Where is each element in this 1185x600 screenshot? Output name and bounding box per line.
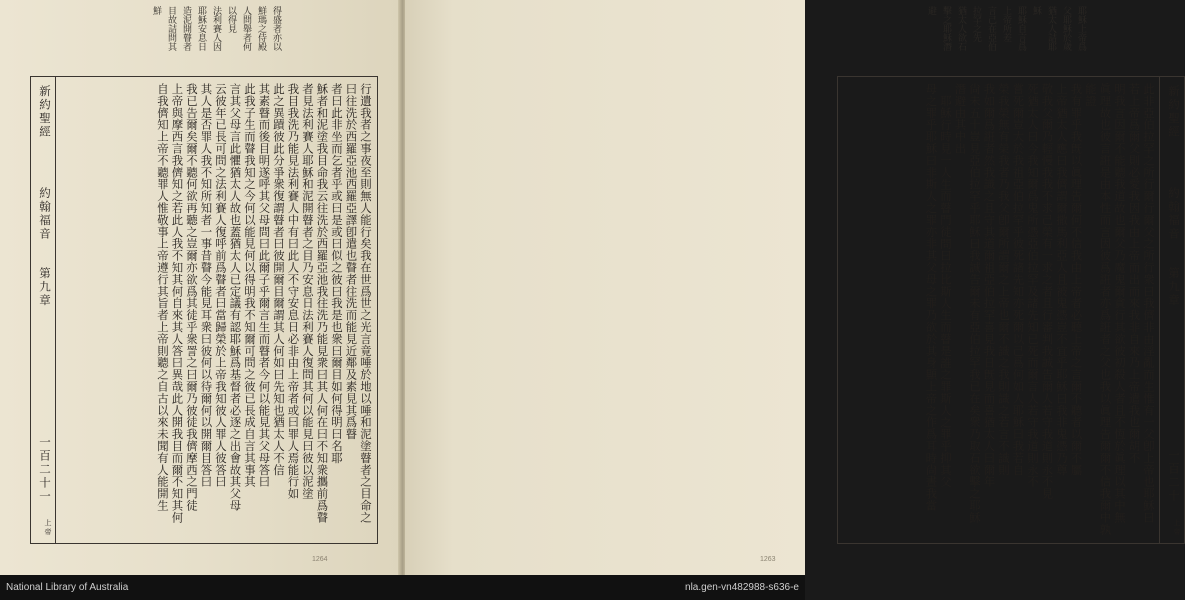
left-body-text (59, 83, 373, 537)
text-column: 此我子生而瞽我知之今何以能見何以得明我不知爾可問之彼已長成自言其事其 (243, 83, 257, 488)
margin-note: 耶穌安息日 (196, 6, 206, 51)
right-margin-notes (925, 6, 1086, 72)
right-text-frame (837, 76, 1185, 544)
left-margin-notes (150, 6, 281, 72)
gospel-title: 約翰福音 (38, 187, 52, 241)
margin-note: 上帝所差 (1001, 6, 1011, 42)
right-page (405, 0, 1181, 575)
page-number: 一百二十 (1167, 449, 1181, 503)
left-text-frame (30, 76, 378, 544)
text-column: 自我儕知上帝不聽罪人惟敬事上帝遵行其旨者上帝則聽之自古以來未聞有人能開生 (156, 83, 170, 512)
text-column: 此之異蹟彼此分爭衆復謂瞽者曰彼開爾目爾謂其人何如曰先知也猶太人不信 (272, 83, 286, 476)
left-title-strip (31, 77, 56, 543)
text-column: 我目我洗乃能見法利賽人中有曰此人不守安息日必非由上帝者或曰罪人焉能行如 (286, 83, 301, 500)
text-column: 云彼年已長可問之法利賽人復呼前爲瞽者曰當歸榮於上帝我知彼人罪人彼答曰 (214, 83, 228, 488)
margin-note: 猶太人欲石 (956, 6, 966, 51)
margin-note: 人問舉者何 (241, 6, 251, 51)
archive-stamp: 1263 (760, 556, 776, 563)
gospel-title: 約翰福音 (1167, 187, 1181, 241)
margin-note: 避 (926, 6, 936, 15)
text-column: 母之罪乎耶穌曰非斯人之罪亦非其父母之罪乃欲於其身顯上帝之作爲耳時尙晝我當 (924, 83, 939, 512)
text-column: 其人是否罪人我不知所知者一事昔瞽今能見耳衆曰彼何以待爾何以開爾目答曰 (199, 83, 214, 488)
text-column: 者見法利賽人耶穌和泥開瞽者之目乃安息日法利賽人復問其何以能見曰彼以泥塗 (301, 83, 315, 500)
margin-note: 耶穌上帝爲 (1076, 6, 1086, 51)
margin-note: 目故詰問其 (166, 6, 176, 51)
margin-note: 猶太人詰耶 (1046, 6, 1056, 51)
text-column: 耶穌行時見一人生而瞽門徒問曰拉比斯人生而瞽是誰之罪斯人之罪乎抑其父 (939, 95, 953, 488)
text-column: 上帝與摩西言我儕知之若此人我不知其何自來其人答曰異哉此人開我目而爾不知其何 (170, 83, 185, 524)
text-column: 我有罪乎我旣以眞理告爾何不信我由上帝者必聽上帝之言爾不聽者以爾不屬 (1069, 83, 1084, 476)
margin-note: 法利賽人因 (211, 6, 221, 51)
text-column: 者曰此非坐而乞者乎或曰是或曰似之彼曰我是也衆曰爾目如何得明曰名耶 (330, 83, 344, 464)
colophon-mark: 上帝 (1173, 519, 1181, 537)
margin-note: 擊之耶穌潛 (941, 6, 951, 51)
margin-note: 穌 (1031, 6, 1041, 15)
text-column: 潛避由其中出 (953, 83, 968, 155)
right-body-text (842, 83, 1156, 537)
margin-note: 父耶穌於歲 (1061, 6, 1071, 51)
margin-note: 言己在亞伯 (986, 6, 996, 51)
right-title-strip (1159, 77, 1184, 543)
footer-identifier: nla.gen-vn482988-s636-e (685, 582, 799, 593)
text-column: 若上帝爲爾父則必愛我因我由上帝而出而來我非自來乃上帝遣我也爾胡不 (1127, 83, 1142, 464)
left-page (0, 0, 400, 575)
text-column: 言其父母言此懼猶太人故也蓋猶太人已定議有認耶穌爲基督者必逐之出會故其父母 (228, 83, 243, 512)
chapter-label: 第九章 (1167, 267, 1181, 308)
book-title: 新約聖經 (1167, 85, 1181, 139)
footer-library: National Library of Australia (6, 582, 129, 593)
footer-bar (0, 575, 805, 600)
chapter-label: 第九章 (38, 267, 52, 308)
margin-note: 鮮 (151, 6, 161, 15)
text-column: 此非亞伯拉罕之所行爾行爾父之所行衆曰我儕非由淫亂而生惟有一父卽上帝也耶穌曰 (1142, 83, 1156, 524)
margin-note: 耶穌自言爲 (1016, 6, 1026, 51)
text-column: 我已告爾矣爾不聽何欲再聽之豈爾亦欲爲其徒乎衆詈之曰爾乃彼徒我儕摩西之門徒 (185, 83, 199, 512)
text-column: 嘗死爾豈大於我祖亞伯拉罕乎彼死諸先知亦死爾以己爲何如人耶穌曰我若自 (1011, 83, 1026, 476)
text-column: 明我言因爾不能聽我道故也爾父乃魔鬼爾貪行其欲彼初殺人者且不恆於眞理以其中無 (1113, 83, 1127, 524)
text-column: 榮我榮無有榮我者乃我父卽爾所謂爾之上帝也爾不識之我則識之若言不識則 (997, 83, 1011, 476)
text-column: 上帝猶太人應曰我儕謂爾撒馬利亞人且被鬼憑豈不宜乎耶穌曰我非鬼憑乃尊 (1055, 83, 1069, 476)
archive-stamp: 1264 (312, 556, 328, 563)
text-column: 死猶太人曰今我知爾爲鬼所憑亞伯拉罕及諸先知已死而爾言人若守我道則永不 (1026, 83, 1040, 488)
margin-note: 拉罕之先 (971, 6, 981, 42)
book-title: 新約聖經 (38, 85, 52, 139)
text-column: 我如爾爲誑者然我識之且守其道爾祖亞伯拉罕喜見我日旣見而喜猶太人曰爾年 (982, 83, 997, 488)
text-column: 行遺我者之事夜至則無人能行矣我在世爲世之光言竟唾於地以唾和泥塗瞽者之目命之 (359, 83, 373, 524)
text-column: 曰往洗於西羅亞池西羅亞譯卽遣也瞽者往洗而能見近鄰及素見其爲瞽 (344, 83, 359, 440)
colophon-mark: 上帝 (44, 519, 52, 537)
text-column: 其素瞽而後目明遂呼其父母問曰此爾子乎爾言生而瞽者今何以能見其父母答曰 (257, 83, 272, 488)
page-number: 一百二十一 (38, 435, 52, 503)
text-column: 眞理故也彼言誑是由本性而言因彼爲誑者亦爲誑者之父也我以眞理告爾爾不信我爾中孰能證 (1084, 83, 1113, 536)
margin-note: 造泥開瞽者 (181, 6, 191, 51)
margin-note: 以得見 (226, 6, 236, 33)
margin-note: 鮮瑪之侍殿 (256, 6, 266, 51)
margin-note: 得盛者亦以 (271, 6, 281, 51)
text-column: 穌者和泥塗我目命我云往洗於西羅亞池我往洗乃能見衆曰其人何在曰不知衆攜前爲瞽 (315, 83, 330, 524)
text-column: 敬我父爾乃輕慢我我不求己榮有一求之者且行審判我誠告爾人若守我道則永不見 (1040, 83, 1055, 500)
text-column: 尙未五十豈見亞伯拉罕乎耶穌曰我誠告爾未有亞伯拉罕我已在矣衆乃取石欲擊之耶穌 (968, 83, 982, 524)
